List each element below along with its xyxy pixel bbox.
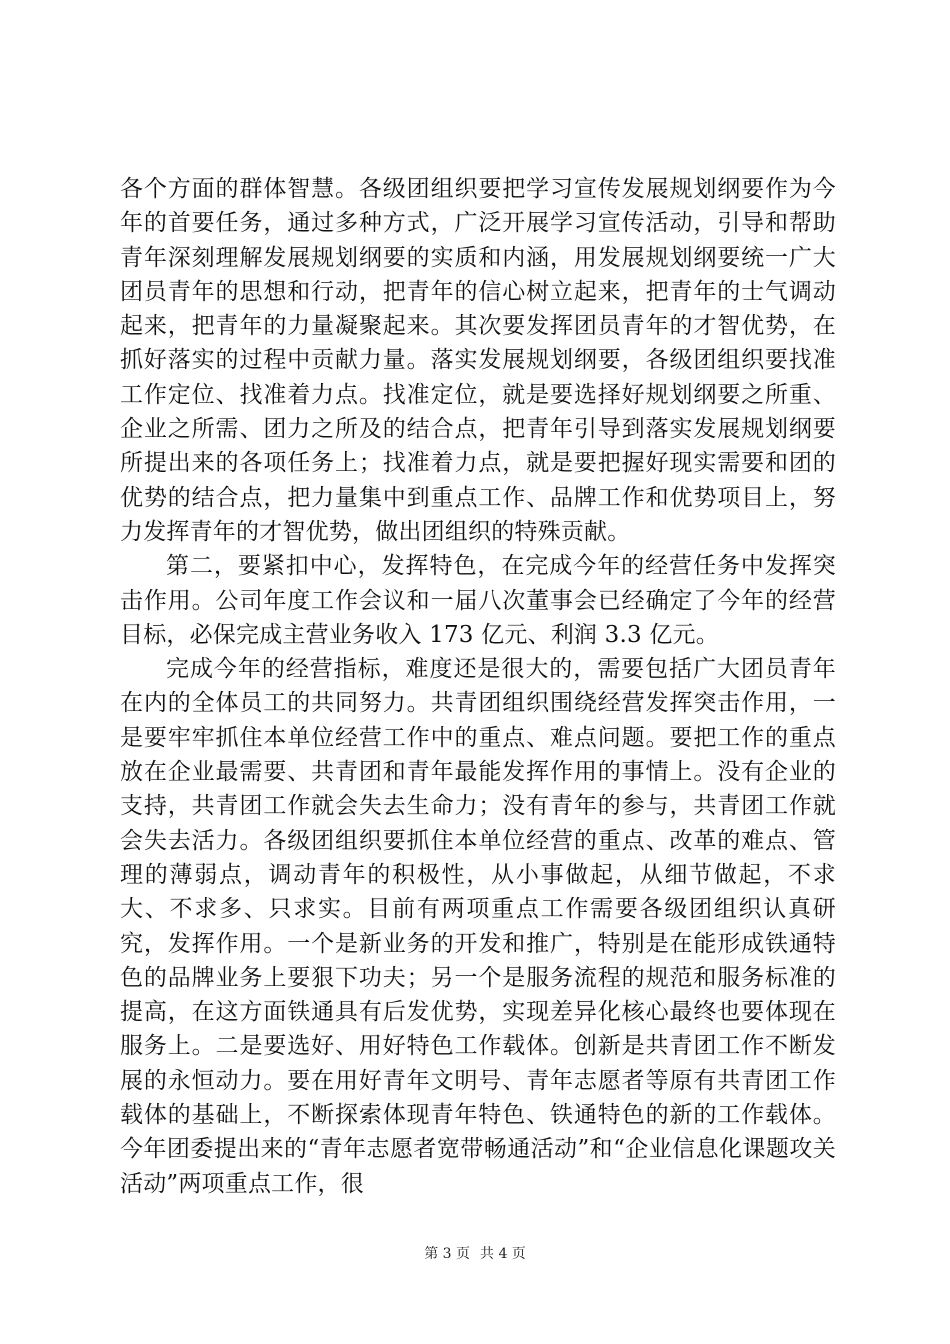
page-total: 共 4 页 <box>480 1246 526 1262</box>
page-footer <box>0 1243 950 1263</box>
paragraph-3: 完成今年的经营指标，难度还是很大的，需要包括广大团员青年在内的全体员工的共同努力。共青团组织围绕经营发挥突击作用，一是要牢牢抓住本单位经营工作中的重点、难点问题。要把工作的重点放在企业最需要、共青团和青年最能发挥作用的事情上。没有企业的支持，共青团工作就会失去生命力；没有青年的参与，共青团工作就会失去活力。各级团组织要抓住本单位经营的重点、改革的难点、管理的薄弱点，调动青年的积极性，从小事做起，从细节做起，不求大、不求多、只求实。目前有两项重点工作需要各级团组织认真研究，发挥作用。一个是新业务的开发和推广，特别是在能形成铁通特色的品牌业务上要狠下功夫；另一个是服务流程的规范和服务标准的提高，在这方面铁通具有后发优势，实现差异化核心最终也要体现在服务上。二是要选好、用好特色工作载体。创新是共青团工作不断发展的永恒动力。要在用好青年文明号、青年志愿者等原有共青团工作载体的基础上，不断探索体现青年特色、铁通特色的新的工作载体。今年团委提出来的“青年志愿者宽带畅通活动”和“企业信息化课题攻关活动”两项重点工作，很 <box>120 656 836 1197</box>
paragraph-1: 各个方面的群体智慧。各级团组织要把学习宣传发展规划纲要作为今年的首要任务，通过多种方式，广泛开展学习宣传活动，引导和帮助青年深刻理解发展规划纲要的实质和内涵，用发展规划纲要统一广大团员青年的思想和行动，把青年的信心树立起来，把青年的士气调动起来，把青年的力量凝聚起来。其次要发挥团员青年的才智优势，在抓好落实的过程中贡献力量。落实发展规划纲要，各级团组织要找准工作定位、找准着力点。找准定位，就是要选择好规划纲要之所重、企业之所需、团力之所及的结合点，把青年引导到落实发展规划纲要所提出来的各项任务上；找准着力点，就是要把握好现实需要和团的优势的结合点，把力量集中到重点工作、品牌工作和优势项目上，努力发挥青年的才智优势，做出团组织的特殊贡献。 <box>120 176 836 545</box>
page-number: 第 3 页 <box>424 1246 470 1262</box>
paragraph-2: 第二，要紧扣中心，发挥特色，在完成今年的经营任务中发挥突击作用。公司年度工作会议和一届八次董事会已经确定了今年的经营目标，必保完成主营业务收入 173 亿元、利润 3.3 亿元。 <box>120 553 836 648</box>
document-body <box>120 172 836 1201</box>
